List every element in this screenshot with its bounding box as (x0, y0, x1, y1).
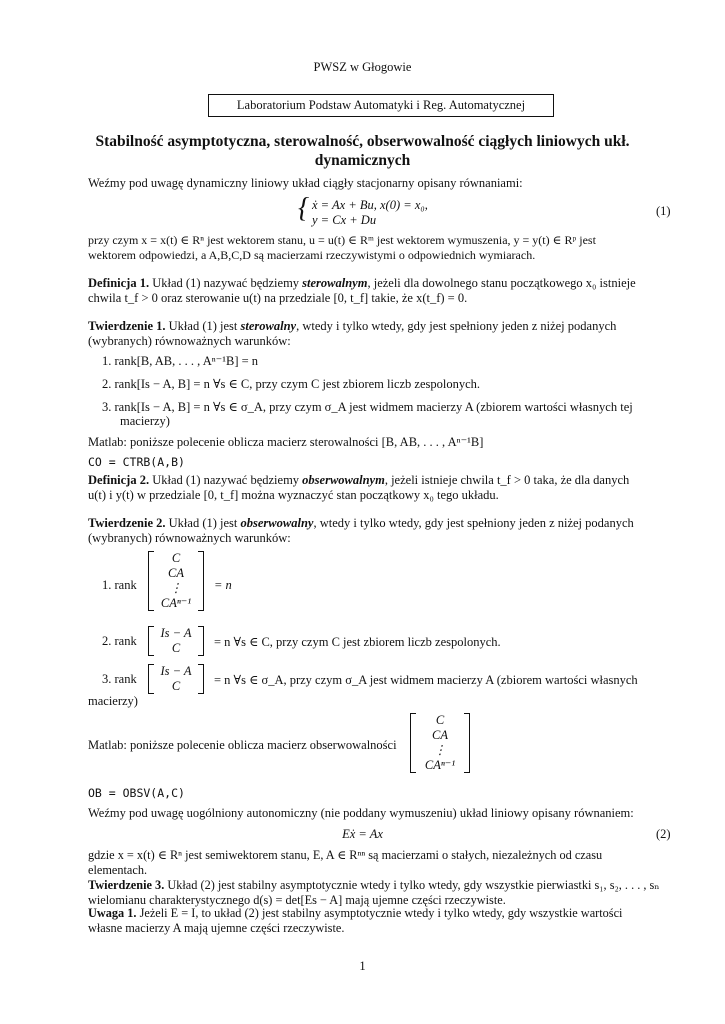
definition-1 (88, 276, 636, 306)
theorem-1 (88, 319, 616, 349)
def1-label: Definicja 1. (88, 276, 150, 290)
general-text: Weźmy pod uwagę uogólniony autonomiczny (nie poddany wymuszeniu) układ liniowy opisany równaniem: (88, 806, 634, 820)
def1-line-2: chwila t_f > 0 oraz sterowanie u(t) na przedziale [0, t_f] takie, że x(t_f) = 0. (88, 291, 468, 305)
obs-matrix-matlab-row-2: CA (432, 728, 448, 742)
def2-term: obserwowalnym (302, 473, 385, 487)
thm1-line-2: (wybranych) równoważnych warunków: (88, 334, 291, 348)
pbh-matrix-2 (148, 626, 204, 656)
brace-left: { (298, 193, 310, 224)
def2-pre: Układ (1) nazywać będziemy (149, 473, 303, 487)
thm2-pre: Układ (1) jest (165, 516, 241, 530)
def2-post: , jeżeli istnieje chwila t_f > 0 taka, że dla danych (384, 473, 630, 487)
page-title (40, 132, 685, 170)
eq-number-1: (1) (656, 204, 671, 218)
thm2-matlab-note: Matlab: poniższe polecenie oblicza macierz obserwowalności (88, 738, 397, 752)
def1-pre: Układ (1) nazywać będziemy (149, 276, 303, 290)
thm2-item-2-label: 2. rank (102, 634, 137, 648)
thm3-line-2: wielomianu charakterystycznego d(s) = det[Es − A] mają ujemne części rzeczywiste. (88, 893, 506, 907)
pbh-matrix-2-row-1: Is − A (160, 626, 192, 640)
general-equation: Eẋ = Ax (342, 827, 383, 841)
intro-after (88, 233, 688, 263)
obsv-code: OB = OBSV(A,C) (88, 786, 185, 800)
thm1-post: , wtedy i tylko wtedy, gdy jest spełniony jeden z niżej podanych (296, 319, 617, 333)
thm1-item-1: 1. rank[B, AB, . . . , Aⁿ⁻¹B] = n (102, 354, 259, 368)
title-line-2: dynamicznych (314, 152, 411, 169)
school-name: PWSZ w Głogowie (313, 60, 412, 74)
def2-line-2: u(t) i y(t) w przedziale [0, t_f] można wyznaczyć stan początkowy x₀ tego układu. (88, 488, 499, 502)
thm1-pre: Układ (1) jest (165, 319, 241, 333)
obs-matrix-1 (148, 551, 204, 611)
thm2-post: , wtedy i tylko wtedy, gdy jest spełniony jeden z niżej podanych (313, 516, 634, 530)
thm2-item-1-label: 1. rank (102, 578, 137, 592)
general-after-line-2: elementach. (88, 863, 148, 877)
eq-line-2: y = Cx + Du (312, 213, 377, 227)
definition-2 (88, 473, 629, 503)
remark-1 (88, 906, 622, 936)
thm1-term: sterowalny (240, 319, 297, 333)
state-equation (312, 198, 428, 228)
thm3-text: Układ (2) jest stabilny asymptotycznie wtedy i tylko wtedy, gdy wszystkie pierwiastki s₁, s₂, . . . , sₙ (164, 878, 660, 892)
eq-line-1: ẋ = Ax + Bu, x(0) = x₀, (312, 198, 428, 212)
obs-matrix-1-row-3: ⋮ (169, 581, 183, 595)
theorem-3 (88, 878, 660, 908)
thm1-item-3: 3. rank[Is − A, B] = n ∀s ∈ σ_A, przy czym σ_A jest widmem macierzy A (zbiorem wartości własnych tej (102, 400, 633, 414)
thm2-line-2: (wybranych) równoważnych warunków: (88, 531, 291, 545)
pbh-matrix-2-row-2: C (171, 641, 181, 655)
pbh-matrix-3 (148, 664, 204, 694)
obs-matrix-1-row-2: CA (168, 566, 184, 580)
obs-matrix-1-row-4: CAⁿ⁻¹ (160, 596, 192, 610)
title-line-1: Stabilność asymptotyczna, sterowalność, obserwowalność ciągłych liniowych ukł. (95, 133, 630, 150)
theorem-2 (88, 516, 634, 546)
obs-matrix-matlab-row-4: CAⁿ⁻¹ (424, 758, 456, 772)
thm1-item-2: 2. rank[Is − A, B] = n ∀s ∈ C, przy czym C jest zbiorem liczb zespolonych. (102, 377, 481, 391)
thm2-item-2-rhs: = n ∀s ∈ C, przy czym C jest zbiorem liczb zespolonych. (214, 635, 501, 649)
intro-after-line-1: przy czym x = x(t) ∈ Rⁿ jest wektorem stanu, u = u(t) ∈ Rᵐ jest wektorem wymuszenia, y = y(t) ∈ Rᵖ jest (88, 233, 596, 247)
course-box: Laboratorium Podstaw Automatyki i Reg. Automatycznej (208, 94, 554, 117)
def1-post: , jeżeli dla dowolnego stanu początkowego x₀ istnieje (367, 276, 636, 290)
obs-matrix-matlab-row-1: C (435, 713, 445, 727)
remark1-line-2: własne macierzy A mają ujemne części rzeczywiste. (88, 921, 345, 935)
thm1-label: Twierdzenie 1. (88, 319, 166, 333)
obs-matrix-1-row-1: C (171, 551, 181, 565)
remark1-text: Jeżeli E = I, to układ (2) jest stabilny asymptotycznie wtedy i tylko wtedy, gdy wszystkie wartości (136, 906, 623, 920)
thm2-item-1-rhs: = n (214, 578, 232, 592)
remark1-label: Uwaga 1. (88, 906, 137, 920)
pbh-matrix-3-row-2: C (171, 679, 181, 693)
general-after-line-1: gdzie x = x(t) ∈ Rⁿ jest semiwektorem stanu, E, A ∈ Rⁿⁿ są macierzami o stałych, niezależnych od czasu (88, 848, 603, 862)
pbh-matrix-3-row-1: Is − A (160, 664, 192, 678)
page-number: 1 (359, 959, 366, 973)
thm2-item-3-rhs: = n ∀s ∈ σ_A, przy czym σ_A jest widmem macierzy A (zbiorem wartości własnych (214, 673, 638, 687)
def2-label: Definicja 2. (88, 473, 150, 487)
thm3-label: Twierdzenie 3. (88, 878, 165, 892)
def1-term: sterowalnym (302, 276, 368, 290)
ctrb-code: CO = CTRB(A,B) (88, 455, 185, 469)
intro-after-line-2: wektorem odpowiedzi, a A,B,C,D są macierzami rzeczywistymi o odpowiednich wymiarach. (88, 248, 536, 262)
obs-matrix-matlab (410, 713, 470, 773)
thm2-item-3-label: 3. rank (102, 672, 137, 686)
thm1-matlab-note: Matlab: poniższe polecenie oblicza macierz sterowalności [B, AB, . . . , Aⁿ⁻¹B] (88, 435, 484, 449)
thm1-item-3-cont: macierzy) (120, 414, 170, 428)
eq-number-2: (2) (656, 827, 671, 841)
obs-matrix-matlab-row-3: ⋮ (433, 743, 447, 757)
thm2-item-3-cont: macierzy) (88, 694, 138, 708)
general-after (88, 848, 602, 878)
intro-text: Weźmy pod uwagę dynamiczny liniowy układ ciągły stacjonarny opisany równaniami: (88, 176, 523, 190)
thm2-term: obserwowalny (240, 516, 314, 530)
thm2-label: Twierdzenie 2. (88, 516, 166, 530)
